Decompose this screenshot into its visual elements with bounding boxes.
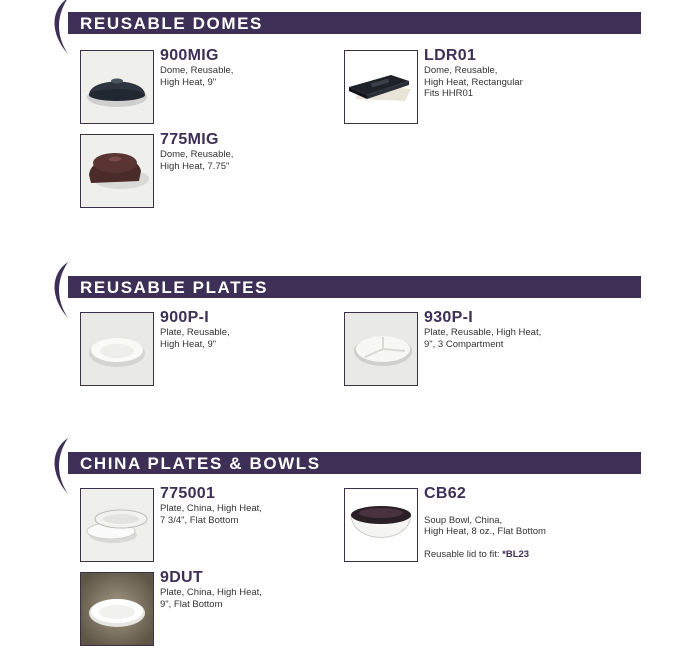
product-image (80, 572, 154, 646)
product-description (424, 503, 546, 561)
section-header-reusable-domes (44, 12, 641, 34)
product-image (344, 488, 418, 562)
product-image (344, 50, 418, 124)
section-header-china-plates-bowls (44, 452, 641, 474)
product-description: Plate, Reusable, High Heat, 9", 3 Compartment (424, 327, 542, 350)
product-900p-i[interactable] (80, 309, 340, 388)
product-ldr01[interactable] (344, 47, 604, 126)
swoosh-icon (44, 436, 74, 496)
product-775001[interactable] (80, 485, 340, 564)
product-code: 775MIG (160, 131, 219, 148)
swoosh-icon (44, 0, 74, 56)
product-930p-i[interactable] (344, 309, 604, 388)
lid-code: *BL23 (502, 549, 530, 560)
section-title: CHINA PLATES & BOWLS (80, 454, 321, 473)
product-description: Dome, Reusable, High Heat, 7.75" (160, 149, 234, 172)
product-image (80, 134, 154, 208)
section-header-reusable-plates (44, 276, 641, 298)
section-title: REUSABLE PLATES (80, 278, 269, 297)
section-title: REUSABLE DOMES (80, 14, 263, 33)
product-description: Plate, China, High Heat, 7 3/4", Flat Bottom (160, 503, 262, 526)
product-code: 775001 (160, 485, 216, 502)
product-description: Plate, China, High Heat, 9", Flat Bottom (160, 587, 262, 610)
product-description: Plate, Reusable, High Heat, 9" (160, 327, 230, 350)
product-image (344, 312, 418, 386)
product-image (80, 312, 154, 386)
product-code: 900MIG (160, 47, 219, 64)
product-775mig[interactable] (80, 131, 340, 210)
lid-label: Reusable lid to fit: (424, 549, 503, 560)
product-description: Dome, Reusable, High Heat, Rectangular Fits HHR01 (424, 65, 523, 99)
product-code: CB62 (424, 485, 467, 502)
swoosh-icon (44, 260, 74, 320)
product-code: 900P-I (160, 309, 209, 326)
product-code: 930P-I (424, 309, 473, 326)
product-description: Dome, Reusable, High Heat, 9" (160, 65, 234, 88)
product-cb62[interactable] (344, 485, 604, 564)
product-image (80, 50, 154, 124)
product-image (80, 488, 154, 562)
product-extra-note (424, 549, 529, 560)
product-code: 9DUT (160, 569, 203, 586)
product-900mig[interactable] (80, 47, 340, 126)
product-code: LDR01 (424, 47, 477, 64)
product-9dut[interactable] (80, 569, 340, 648)
product-description-text: Soup Bowl, China, High Heat, 8 oz., Flat Bottom (424, 514, 546, 537)
